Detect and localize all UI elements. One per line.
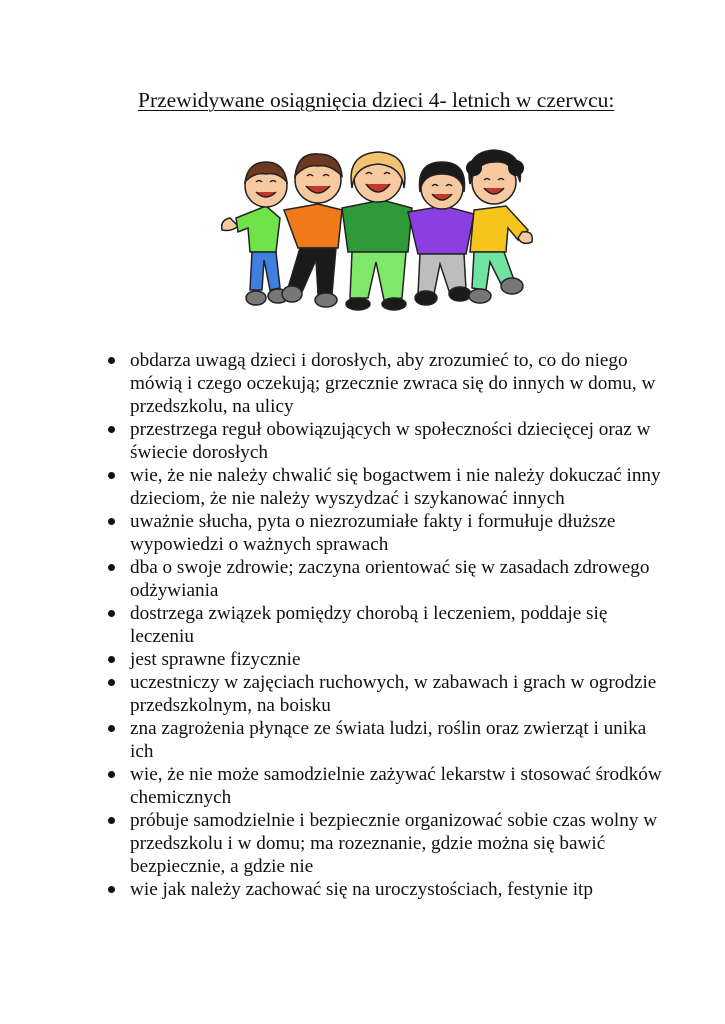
- bullet-icon: [108, 656, 115, 663]
- child-figure-4: [408, 162, 474, 305]
- list-item-text: dostrzega związek pomiędzy chorobą i leczeniem, poddaje się leczeniu: [130, 603, 608, 647]
- child-figure-2: [282, 154, 342, 307]
- list-item-text: obdarza uwagą dzieci i dorosłych, aby zrozumieć to, co do niego mówią i czego oczekują; grzecznie zwraca się do innych w domu, w przedszkolu, na ulicy: [130, 350, 656, 417]
- list-item-text: jest sprawne fizycznie: [130, 649, 301, 670]
- child-figure-5: [466, 150, 532, 303]
- list-item: [103, 763, 663, 809]
- child-figure-1: [222, 162, 288, 305]
- bullet-icon: [108, 564, 115, 571]
- list-item: [103, 510, 663, 556]
- achievements-list: [103, 349, 663, 901]
- page-title: Przewidywane osiągnięcia dzieci 4- letnich w czerwcu:: [138, 88, 615, 112]
- list-item: [103, 602, 663, 648]
- list-item: [103, 809, 663, 878]
- list-item-text: zna zagrożenia płynące ze świata ludzi, roślin oraz zwierząt i unika ich: [130, 718, 647, 762]
- list-item: [103, 556, 663, 602]
- bullet-icon: [108, 886, 115, 893]
- list-item: [103, 878, 663, 901]
- list-item-text: uczestniczy w zajęciach ruchowych, w zabawach i grach w ogrodzie przedszkolnym, na boisku: [130, 672, 657, 716]
- child-figure-3: [342, 152, 412, 310]
- list-item: [103, 464, 663, 510]
- bullet-icon: [108, 357, 115, 364]
- bullet-icon: [108, 771, 115, 778]
- list-item-text: uważnie słucha, pyta o niezrozumiałe fakty i formułuje dłuższe wypowiedzi o ważnych sprawach: [130, 511, 616, 555]
- children-group-illustration: [218, 148, 536, 314]
- list-item-text: próbuje samodzielnie i bezpiecznie organizować sobie czas wolny w przedszkolu i w domu; ma rozeznanie, gdzie można się bawić bezpiecznie, a gdzie nie: [130, 810, 658, 877]
- bullet-icon: [108, 817, 115, 824]
- list-item-text: wie, że nie może samodzielnie zażywać lekarstw i stosować środków chemicznych: [130, 764, 662, 808]
- bullet-icon: [108, 518, 115, 525]
- list-item-text: przestrzega reguł obowiązujących w społeczności dziecięcej oraz w świecie dorosłych: [130, 419, 651, 463]
- list-item: [103, 648, 663, 671]
- bullet-icon: [108, 426, 115, 433]
- bullet-icon: [108, 610, 115, 617]
- bullet-icon: [108, 472, 115, 479]
- bullet-icon: [108, 725, 115, 732]
- list-item: [103, 349, 663, 418]
- list-item-text: dba o swoje zdrowie; zaczyna orientować się w zasadach zdrowego odżywiania: [130, 557, 650, 601]
- list-item: [103, 418, 663, 464]
- list-item: [103, 671, 663, 717]
- bullet-icon: [108, 679, 115, 686]
- list-item-text: wie, że nie należy chwalić się bogactwem i nie należy dokuczać inny dzieciom, że nie należy wyszydzać i szykanować innych: [130, 465, 661, 509]
- list-item: [103, 717, 663, 763]
- list-item-text: wie jak należy zachować się na uroczystościach, festynie itp: [130, 879, 593, 900]
